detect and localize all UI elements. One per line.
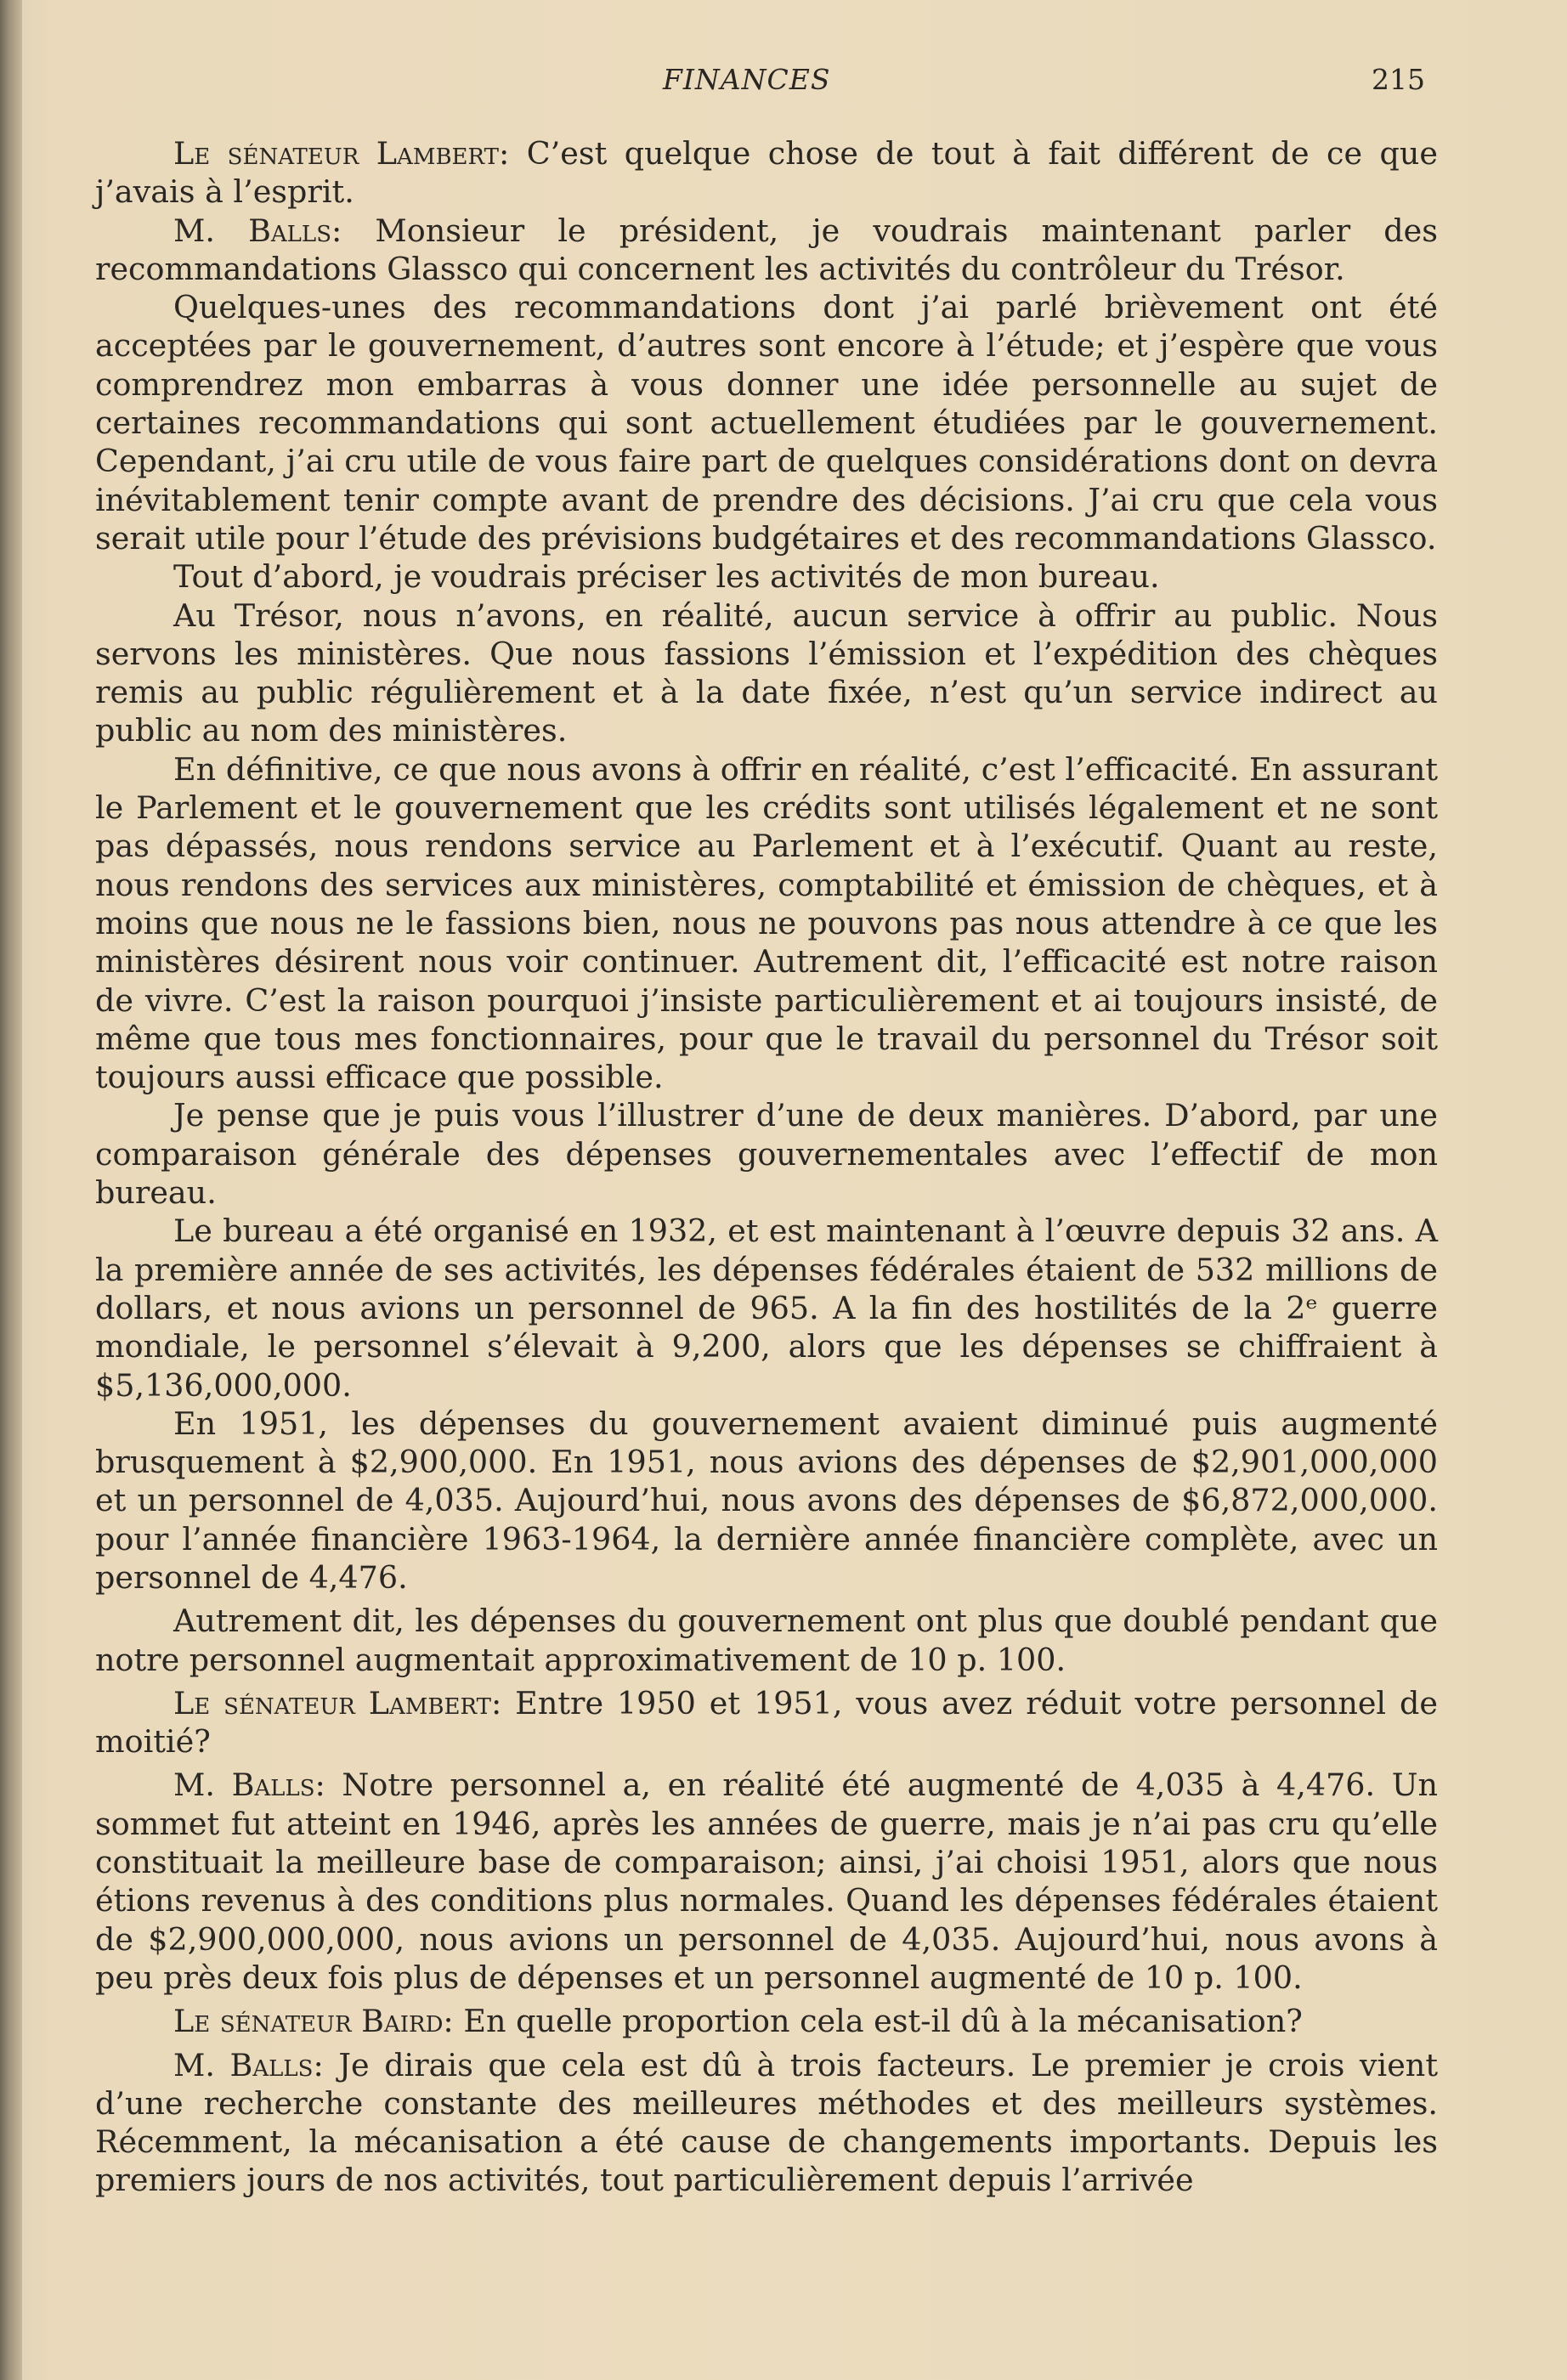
paragraph — [95, 212, 1438, 289]
paragraph — [95, 1684, 1438, 1761]
body-text — [95, 134, 1438, 2200]
paragraph — [95, 557, 1438, 596]
running-head — [0, 63, 1567, 107]
paragraph — [95, 596, 1438, 750]
paragraph-text: En quelle proportion cela est-il dû à la mécanisation? — [453, 2003, 1303, 2040]
paragraph — [95, 2046, 1438, 2200]
book-spine-shadow — [0, 0, 22, 2380]
paragraph-text: Quelques-unes des recommandations dont j’ai parlé brièvement ont été acceptées par le gouvernement, d’autres sont encore à l’étude; et j’espère que vous comprendrez mon embarras à vous donner une idée personnelle au sujet de certaines recommandations qui sont actuellement étudiées par le gouvernement. Cependant, j’ai cru utile de vous faire part de quelques considérations dont on devra inévitablement tenir compte avant de prendre des décisions. J’ai cru que cela vous serait utile pour l’étude des prévisions budgétaires et des recommandations Glassco. — [95, 289, 1438, 557]
paragraph-text: Le bureau a été organisé en 1932, et est maintenant à l’œuvre depuis 32 ans. A la première année de ses activités, les dépenses fédérales étaient de 532 millions de dollars, et nous avions un personnel de 965. A la fin des hostilités de la 2ᵉ guerre mondiale, le personnel s’élevait à 9,200, alors que les dépenses se chiffraient à $5,136,000,000. — [95, 1213, 1438, 1404]
paragraph-text: Je pense que je puis vous l’illustrer d’une de deux manières. D’abord, par une comparaison générale des dépenses gouvernementales avec l’effectif de mon bureau. — [95, 1097, 1438, 1212]
paragraph-text: C’est quelque chose de tout à fait différent de ce que j’avais à l’esprit. — [95, 135, 1439, 211]
speaker-name: M. Balls: — [173, 212, 342, 249]
paragraph — [95, 288, 1438, 557]
paragraph-text: Tout d’abord, je voudrais préciser les activités de mon bureau. — [173, 558, 1160, 596]
paragraph-text: Monsieur le président, je voudrais maintenant parler des recommandations Glassco qui concernent les activités du contrôleur du Trésor. — [95, 212, 1438, 287]
paragraph-text: Notre personnel a, en réalité été augmenté de 4,035 à 4,476. Un sommet fut atteint en 1946, après les années de guerre, mais je n’ai pas cru qu’elle constituait la meilleure base de comparaison; ainsi, j’ai choisi 1951, alors que nous étions revenus à des conditions plus normales. Quand les dépenses fédérales étaient de $2,900,000,000, nous avions un personnel de 4,035. Aujourd’hui, nous avons à peu près deux fois plus de dépenses et un personnel augmenté de 10 p. 100. — [95, 1767, 1438, 1996]
speaker-name: Le sénateur Lambert: — [173, 135, 510, 172]
running-title: FINANCES — [663, 63, 831, 96]
paragraph-text: Je dirais que cela est dû à trois facteurs. Le premier je crois vient d’une recherche constante des meilleures méthodes et des meilleurs systèmes. Récemment, la mécanisation a été cause de changements importants. Depuis les premiers jours de nos activités, tout particulièrement depuis l’arrivée — [95, 2046, 1438, 2199]
speaker-name: M. Balls: — [173, 1767, 325, 1804]
paragraph — [95, 1602, 1438, 1679]
speaker-name: M. Balls: — [173, 2046, 324, 2083]
paragraph-text: En définitive, ce que nous avons à offrir en réalité, c’est l’efficacité. En assurant le Parlement et le gouvernement que les crédits sont utilisés légalement et ne sont pas dépassés, nous rendons service au Parlement et à l’exécutif. Quant au reste, nous rendons des services aux ministères, comptabilité et émission de chèques, et à moins que nous ne le fassions bien, nous ne pouvons pas nous attendre à ce que les ministères désirent nous voir continuer. Autrement dit, l’efficacité est notre raison de vivre. C’est la raison pourquoi j’insiste particulièrement et ai toujours insisté, de même que tous mes fonctionnaires, pour que le travail du personnel du Trésor soit toujours aussi efficace que possible. — [95, 750, 1438, 1096]
paragraph-text: Autrement dit, les dépenses du gouvernement ont plus que doublé pendant que notre personnel augmentait approximativement de 10 p. 100. — [95, 1603, 1438, 1678]
paragraph — [95, 134, 1438, 212]
page-number: 215 — [1372, 63, 1425, 96]
paragraph — [95, 750, 1438, 1097]
speaker-name: Le sénateur Lambert: — [173, 1684, 502, 1721]
speaker-name: Le sénateur Baird: — [173, 2003, 454, 2040]
paragraph-text: En 1951, les dépenses du gouvernement avaient diminué puis augmenté brusquement à $2,900,000. En 1951, nous avions des dépenses de $2,901,000,000 et un personnel de 4,035. Aujourd’hui, nous avons des dépenses de $6,872,000,000. pour l’année financière 1963-1964, la dernière année financière complète, avec un personnel de 4,476. — [95, 1405, 1438, 1596]
paragraph — [95, 1096, 1438, 1212]
paragraph — [95, 2002, 1438, 2040]
paragraph-text: Entre 1950 et 1951, vous avez réduit votre personnel de moitié? — [95, 1684, 1438, 1761]
paragraph — [95, 1405, 1438, 1597]
paragraph-text: Au Trésor, nous n’avons, en réalité, aucun service à offrir au public. Nous servons les ministères. Que nous fassions l’émission et l’expédition des chèques remis au public régulièrement et à la date fixée, n’est qu’un service indirect au public au nom des ministères. — [95, 596, 1438, 749]
paragraph — [95, 1766, 1438, 1997]
paragraph — [95, 1212, 1438, 1404]
